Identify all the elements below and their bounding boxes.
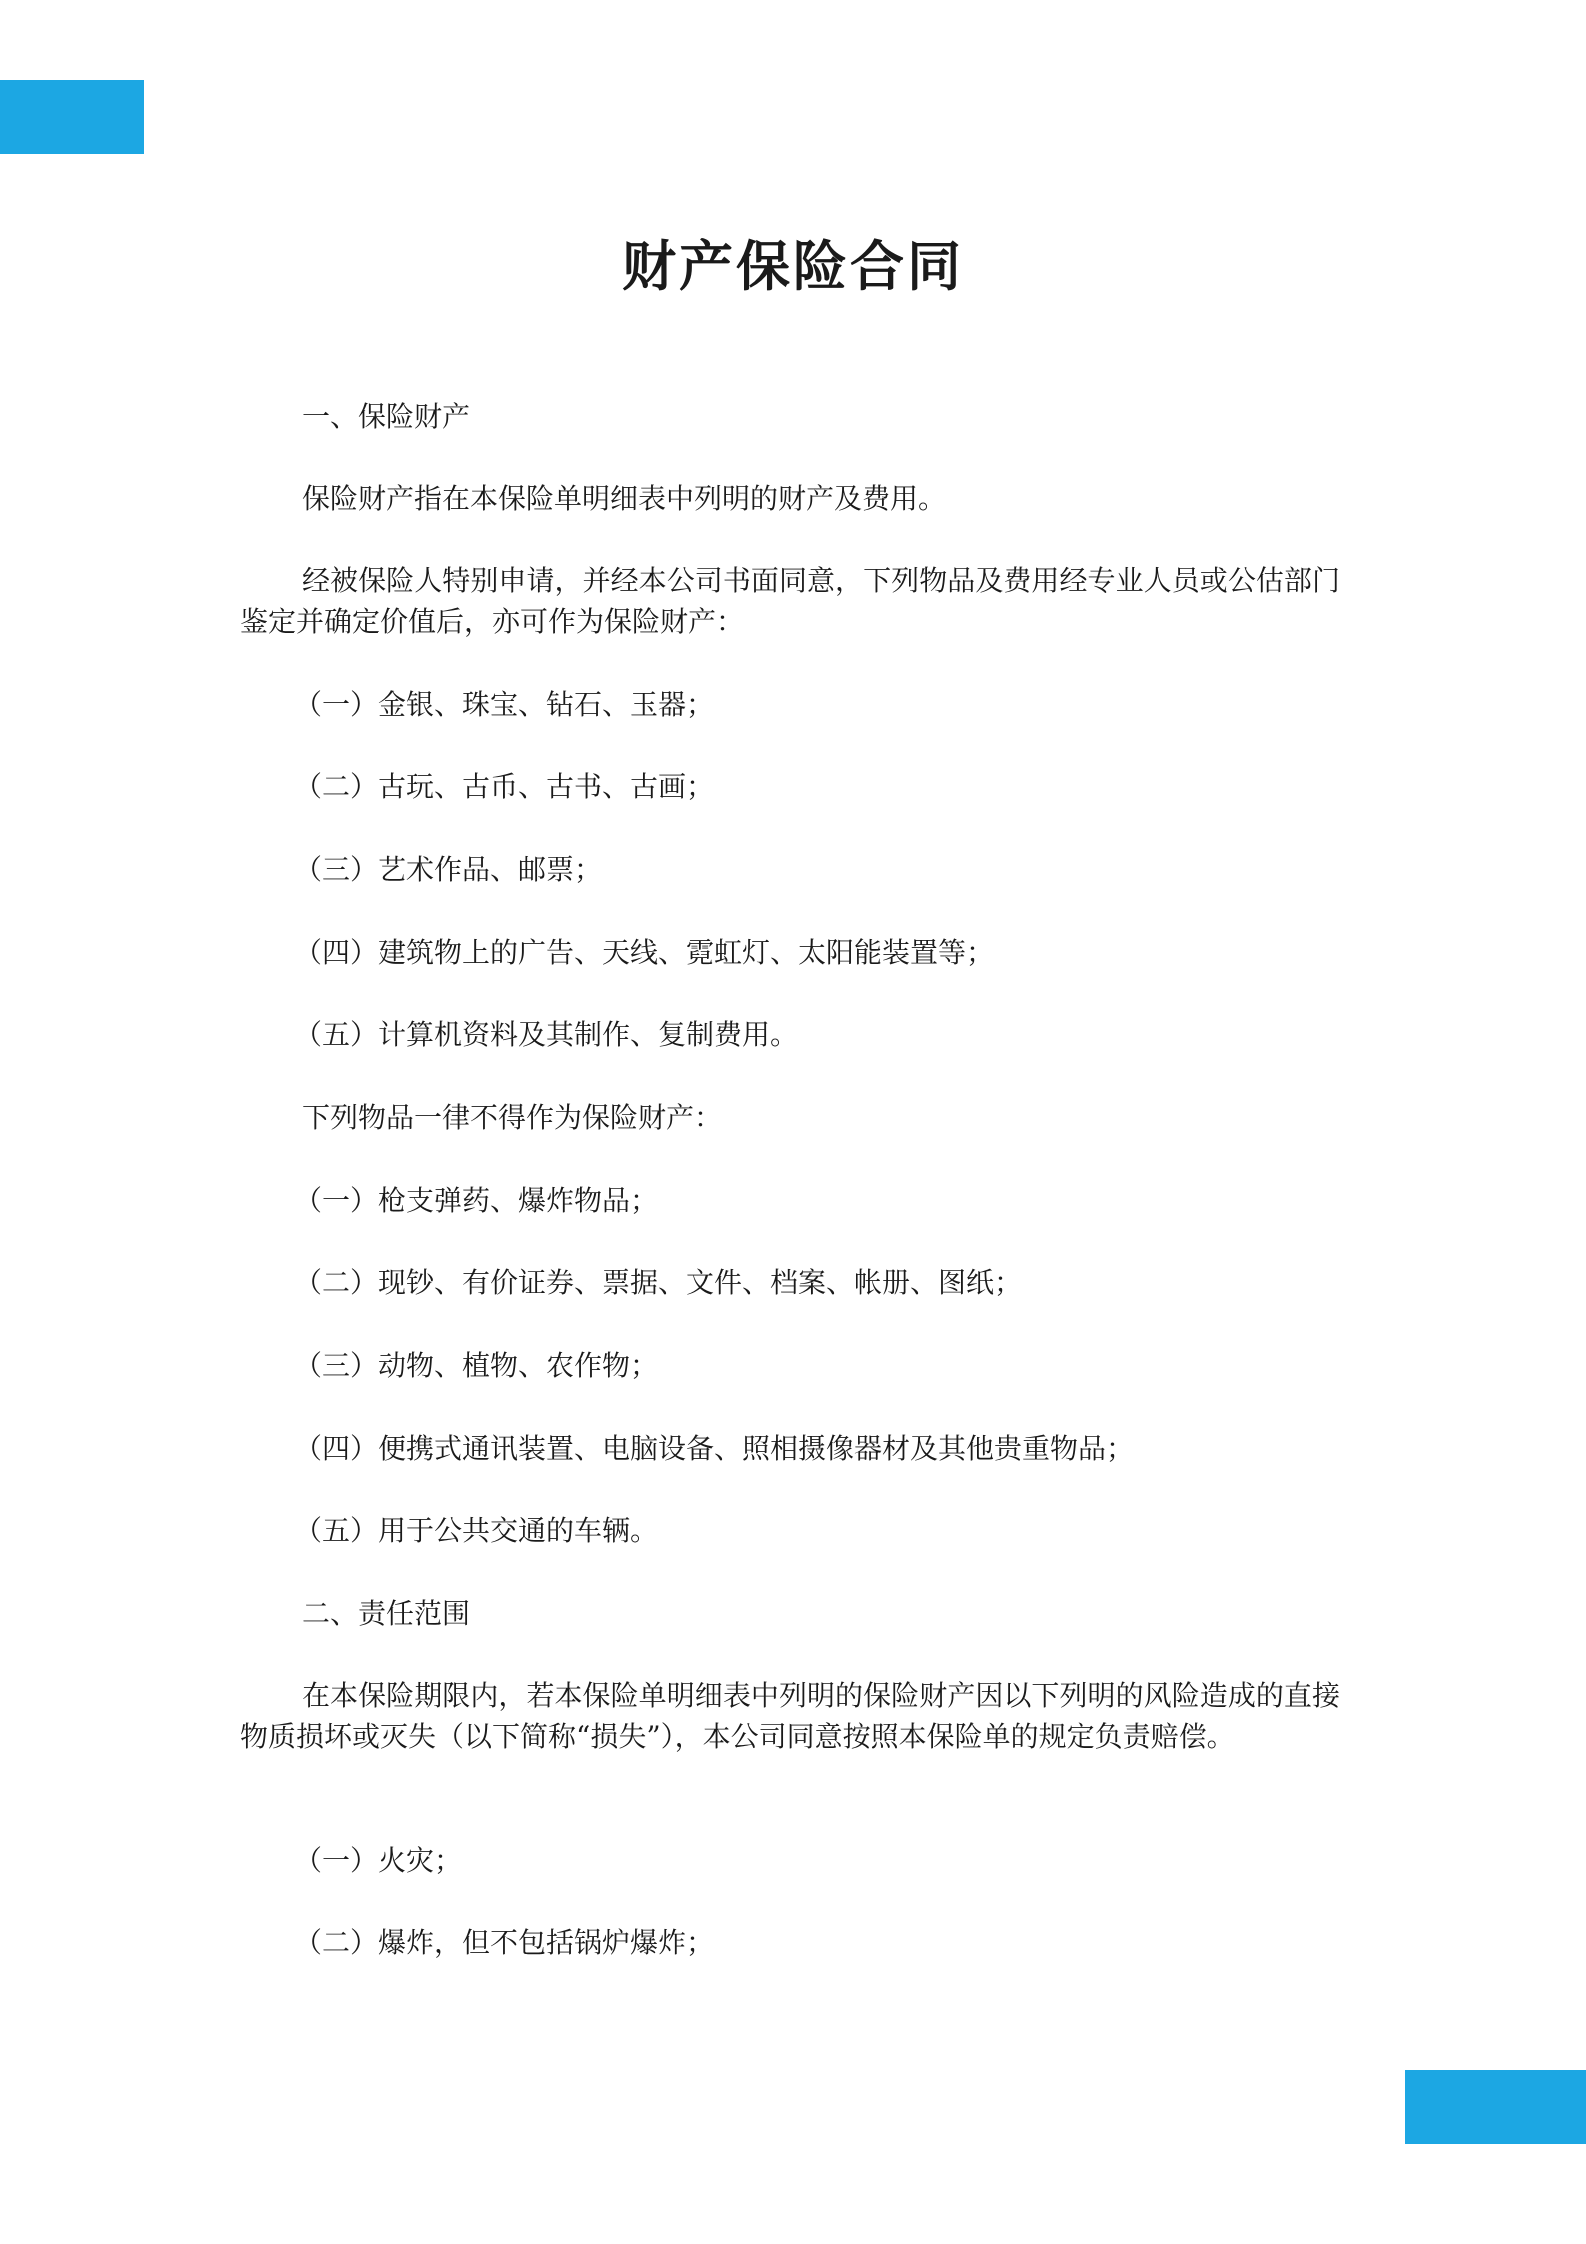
list-item-included-5: （五）计算机资料及其制作、复制费用。 — [294, 1018, 799, 1051]
list-item-included-1: （一）金银、珠宝、钻石、玉器； — [294, 688, 715, 721]
list-item-excluded-2: （二）现钞、有价证券、票据、文件、档案、帐册、图纸； — [294, 1266, 1023, 1299]
list-item-excluded-3: （三）动物、植物、农作物； — [294, 1349, 659, 1382]
section-heading-insured-property: 一、保险财产 — [302, 400, 471, 433]
corner-accent-bottom-right — [1405, 2070, 1586, 2144]
paragraph-excluded-intro: 下列物品一律不得作为保险财产： — [302, 1101, 723, 1134]
list-item-risk-1: （一）火灾； — [294, 1844, 463, 1877]
corner-accent-top-left — [0, 80, 144, 154]
section-heading-liability-scope: 二、责任范围 — [302, 1597, 471, 1630]
list-item-excluded-1: （一）枪支弹药、爆炸物品； — [294, 1184, 659, 1217]
paragraph-liability-scope: 在本保险期限内，若本保险单明细表中列明的保险财产因以下列明的风险造成的直接物质损坏或灭失（以下简称“损失”），本公司同意按照本保险单的规定负责赔偿。 — [240, 1679, 1340, 1753]
list-item-included-3: （三）艺术作品、邮票； — [294, 853, 603, 886]
list-item-excluded-4: （四）便携式通讯装置、电脑设备、照相摄像器材及其他贵重物品； — [294, 1432, 1135, 1465]
list-item-excluded-5: （五）用于公共交通的车辆。 — [294, 1514, 659, 1547]
paragraph-special-application: 经被保险人特别申请，并经本公司书面同意，下列物品及费用经专业人员或公估部门鉴定并确定价值后，亦可作为保险财产： — [240, 564, 1340, 638]
list-item-included-2: （二）古玩、古币、古书、古画； — [294, 770, 715, 803]
paragraph-insured-property-definition: 保险财产指在本保险单明细表中列明的财产及费用。 — [302, 482, 947, 515]
list-item-included-4: （四）建筑物上的广告、天线、霓虹灯、太阳能装置等； — [294, 936, 995, 969]
list-item-risk-2: （二）爆炸，但不包括锅炉爆炸； — [294, 1926, 715, 1959]
document-title: 财产保险合同 — [622, 235, 964, 299]
